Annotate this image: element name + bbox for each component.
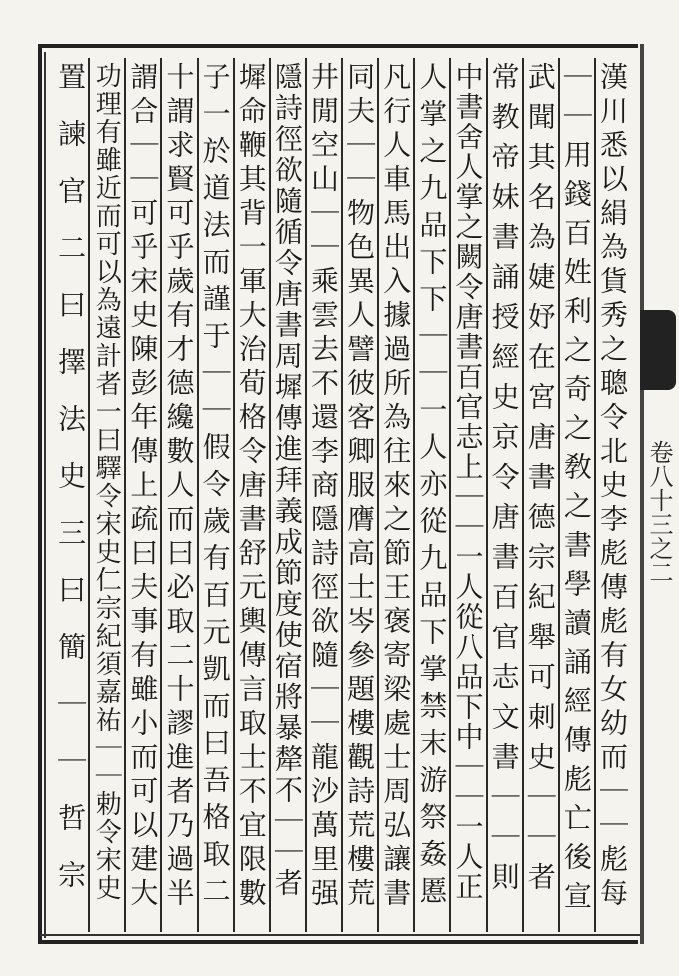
text-column: [484, 62, 524, 932]
column-text: 井閒空山｜｜乘雲去不還李商隱詩徑欲隨｜｜龍沙萬里强: [306, 62, 340, 912]
column-text: 中書舍人掌之闕令唐書百官志上｜｜一人從八品下中｜｜一人正: [451, 62, 485, 902]
text-column: [267, 62, 307, 932]
fishtail-mark: [640, 310, 676, 390]
column-text: 謂合｜｜可乎宋史陳彭年傳上疏曰夫事有雖小而可以建大: [126, 62, 160, 912]
text-column: [195, 62, 235, 932]
column-text: 隱詩徑欲隨循令唐書周墀傳進拜義成節度使宿將暴犛不｜｜者: [270, 62, 304, 899]
column-text: 墀命鞭其背一軍大治荀格令唐書舒元輿傳言取士不宜限數: [234, 62, 268, 912]
column-text: 子一於道法而謹于｜｜假令歲有百元凱而曰吾格取二: [198, 62, 232, 913]
column-text: 武聞其名為婕妤在宮唐書德宗紀舉可刺史｜｜者: [523, 62, 557, 902]
text-column: [592, 62, 632, 932]
column-text: 置諫官二曰擇法史三曰簡｜｜哲宗: [54, 62, 88, 917]
column-text: 功理有雖近而可以為遠計者一曰驛令宋史仁宗紀須嘉祐｜｜勅令宋史: [91, 62, 122, 902]
column-text: 凡行人車馬出入據過所為往來之節王褒寄梁處士周弘讓書: [379, 62, 413, 912]
text-column: [303, 62, 343, 932]
text-column: [339, 62, 379, 932]
column-text: 同夫｜｜物色異人譬彼客卿服膺高士岑參題樓觀詩荒樓荒: [343, 62, 377, 912]
column-text: 常教帝妹書誦授經史京令唐書百官志文書｜｜則: [487, 62, 521, 902]
column-text: 漢川悉以絹為貨秀之聰令北史李彪傳彪有女幼而｜｜彪每: [595, 62, 629, 912]
text-column: [158, 62, 198, 932]
text-column: [556, 62, 596, 932]
text-column: [375, 62, 415, 932]
column-text: 人掌之九品下下｜｜一人亦從九品下掌禁末游祭姦慝: [415, 62, 449, 913]
column-text: ｜｜用錢百姓利之奇之敎之書學讀誦經傳彪亡後宣: [559, 62, 593, 920]
text-column: [520, 62, 560, 932]
margin-text: 卷八十三之二: [645, 440, 673, 584]
column-text: 十謂求賢可乎歲有才德纔數人而曰必取二十謬進者乃過半: [162, 62, 196, 912]
inner-border-line: [44, 52, 46, 938]
text-column: [122, 62, 162, 932]
text-column: [86, 62, 126, 932]
text-column: [231, 62, 271, 932]
margin-volume-label: [644, 440, 674, 660]
bottom-border-line: [40, 934, 640, 936]
text-column: [50, 62, 90, 932]
text-column: [411, 62, 451, 932]
text-column: [447, 62, 487, 932]
